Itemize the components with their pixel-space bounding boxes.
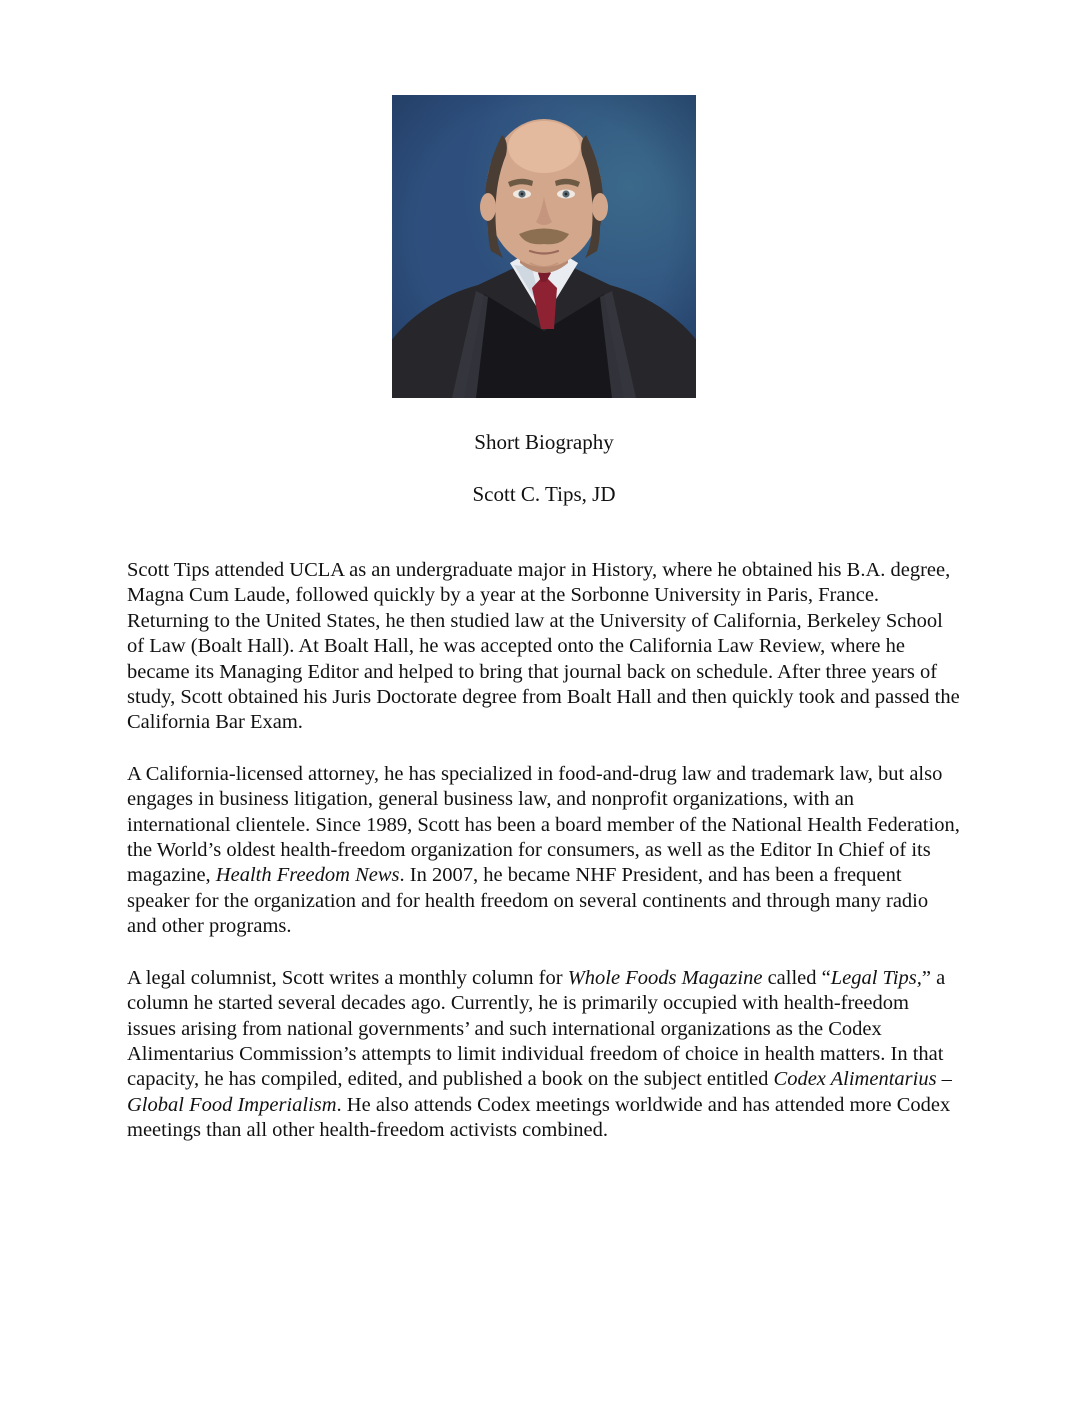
- text-run: called “: [762, 966, 831, 989]
- italic-text-run: Legal Tips,: [830, 966, 922, 989]
- page-title: Short Biography: [474, 430, 614, 454]
- portrait-illustration: [392, 95, 696, 398]
- text-run: . In 2007, he became NHF President, and has been a frequent speaker for the organization and for health freedom on several continents and through many radio and other programs.: [127, 864, 929, 938]
- text-run: ” a column he started several decades ago. Currently, he is primarily occupied with health-freedom issues arising from national governments’ and such international organizations as the Codex Alimentarius Commission’s attempts to limit individual freedom of choice in health matters. In that capacity, he has compiled, edited, and published a book on the subject entitled: [127, 966, 946, 1091]
- ear-right: [592, 193, 608, 221]
- biography-body: [127, 558, 961, 1144]
- text-run: A legal columnist, Scott writes a monthly column for: [127, 966, 568, 989]
- biography-paragraph-2: [127, 762, 961, 940]
- pupil-right: [565, 193, 568, 196]
- biography-paragraph-1: [127, 558, 961, 736]
- italic-text-run: Health Freedom News: [215, 864, 400, 887]
- biography-paragraph-3: [127, 966, 961, 1144]
- pupil-left: [521, 193, 524, 196]
- italic-text-run: Whole Foods Magazine: [567, 966, 763, 989]
- forehead-highlight: [508, 121, 580, 173]
- text-run: . He also attends Codex meetings worldwide and has attended more Codex meetings than all other health-freedom activists combined.: [127, 1093, 951, 1142]
- text-run: A California-licensed attorney, he has specialized in food-and-drug law and trademark law, but also engages in business litigation, general business law, and nonprofit organizations, with an international clientele. Since 1989, Scott has been a board member of the National Health Federation, the World’s oldest health-freedom organization for consumers, as well as the Editor In Chief of its magazine,: [127, 762, 960, 887]
- italic-text-run: Codex Alimentarius – Global Food Imperialism: [127, 1068, 952, 1116]
- page-subtitle: Scott C. Tips, JD: [472, 482, 616, 506]
- text-run: Scott Tips attended UCLA as an undergraduate major in History, where he obtained his B.A. degree, Magna Cum Laude, followed quickly by a year at the Sorbonne University in Paris, France. Returning to the United States, he then studied law at the University of California, Berkeley School of Law (Boalt Hall). At Boalt Hall, he was accepted onto the California Law Review, where he became its Managing Editor and helped to bring that journal back on schedule. After three years of study, Scott obtained his Juris Doctorate degree from Boalt Hall and then quickly took and passed the California Bar Exam.: [127, 559, 960, 734]
- ear-left: [480, 193, 496, 221]
- portrait-photo: [392, 0, 696, 398]
